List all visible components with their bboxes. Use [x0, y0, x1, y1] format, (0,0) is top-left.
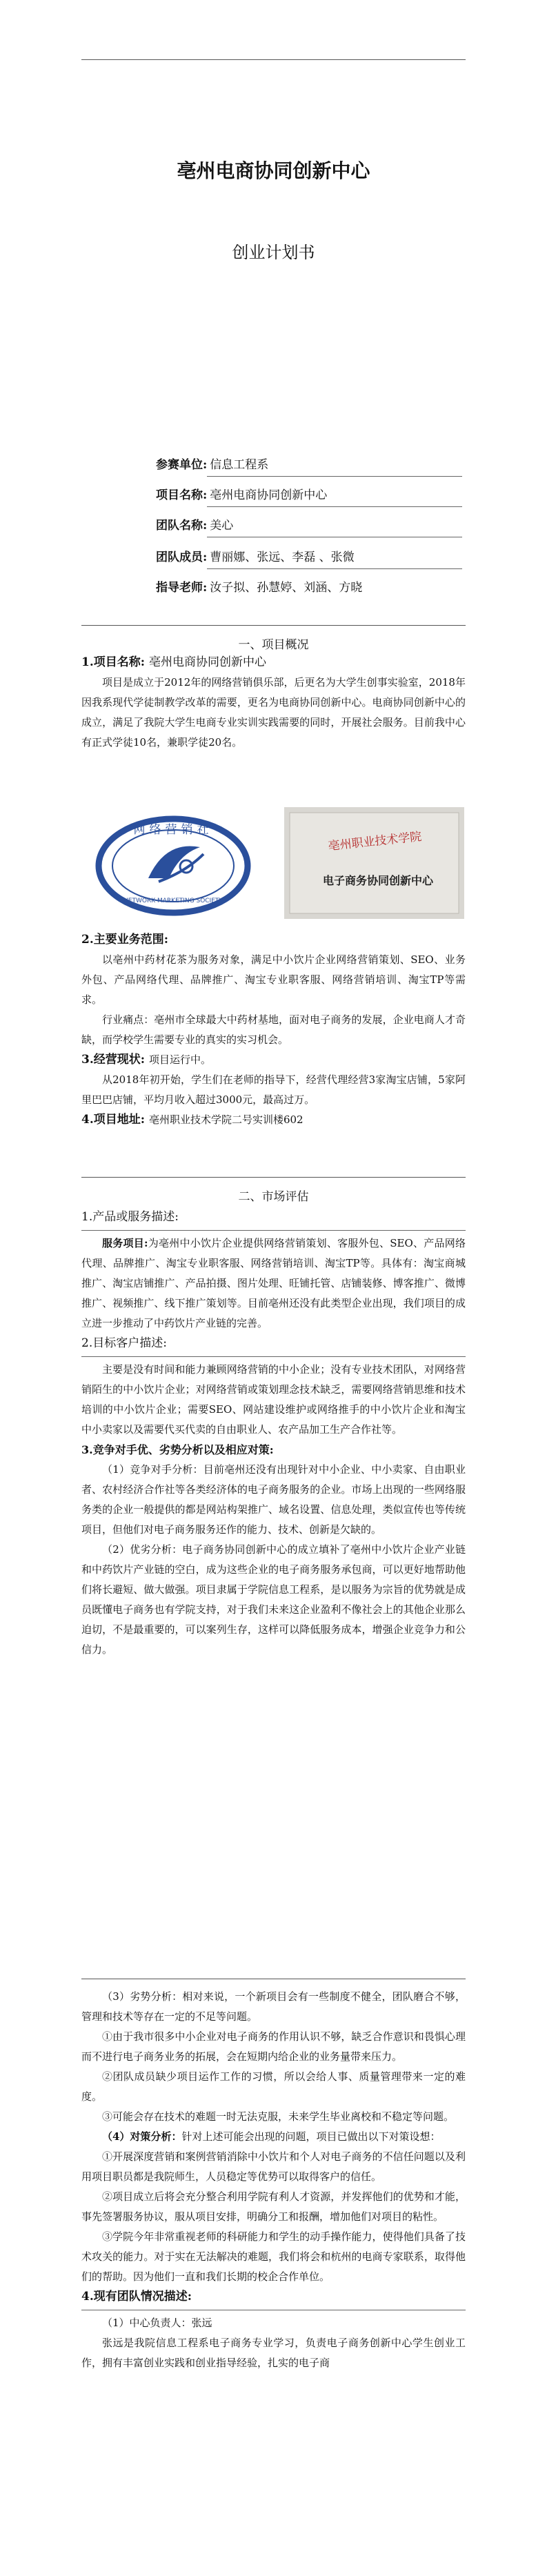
customer-heading: 2.目标客户描述:: [81, 1336, 167, 1350]
project-name-label: 1.项目名称:: [81, 655, 146, 669]
info-row-advisors: [156, 579, 362, 596]
heading-rule: [81, 1230, 466, 1231]
info-label: 参赛单位:: [156, 458, 208, 472]
logo1-en-text: NETWORK MARKETING SOCIETY: [123, 898, 223, 904]
info-underline: [207, 506, 462, 507]
info-value: 曹丽娜、张远、李磊 、张微: [210, 551, 355, 564]
strategy-label: （4）对策分析：: [102, 2130, 182, 2143]
status-value: 项目运行中。: [148, 1053, 211, 1066]
pain-point-paragraph: 行业痛点：亳州市全球最大中药材基地，面对电子商务的发展，企业电商人才奇缺，而学校学生需要专业的真实的实习机会。: [81, 1013, 466, 1046]
info-underline: [207, 568, 462, 569]
info-row-members: [156, 549, 355, 566]
address-line: [81, 1110, 466, 1130]
info-value: 美心: [210, 519, 234, 533]
product-paragraph: [81, 1233, 466, 1334]
product-body: 为亳州中小饮片企业提供网络营销策划、客服外包、SEO、产品网络代理、品牌推广、淘宝专业职客服、网络营销培训、淘宝TP等。具体有：淘宝商城推广、淘宝店铺推广、产品拍摄、图片处理、旺铺托管、店铺装修、博客推广、微博推广、视频推广、线下推广策划等。目前亳州还没有此类型企业出现，我们项目的成立进一步推动了中药饮片产业链的完善。: [81, 1237, 466, 1329]
info-row-project: [156, 487, 327, 504]
weakness-item-3: ③可能会存在技术的难题一时无法克服，未来学生毕业离校和不稳定等问题。: [102, 2110, 455, 2123]
center-plaque-photo: [284, 807, 464, 919]
logo1-cn-text: 网络营销社: [133, 823, 213, 837]
info-row-unit: [156, 457, 268, 473]
advantage-paragraph: （2）优劣分析：电子商务协同创新中心的成立填补了亳州中小饮片企业产业链和中药饮片产业链的空白，成为这些企业的电子商务服务承包商，可以更好地帮助他们将长避短、做大做强。项目隶属于学院信息工程系，是以服务为宗旨的优势就是成员既懂电子商务也有学院支持，对于我们未来这企业盈利不像社会上的其他企业那么迫切，不是最重要的，可以案列生存，这样可以降低服务成本，增强企业竞争力和公信力。: [81, 1543, 466, 1656]
heading-rule: [81, 1356, 466, 1357]
logo2-bottom-text: 电子商务协同创新中心: [322, 874, 434, 887]
info-value: 信息工程系: [210, 458, 269, 472]
section-rule: [81, 625, 466, 626]
document-subtitle: 创业计划书: [232, 243, 315, 262]
address-value: 亳州职业技术学院二号实训楼602: [148, 1113, 304, 1126]
weakness-paragraph: （3）劣势分析：相对来说，一个新项目会有一些制度不健全，团队磨合不够，管理和技术等存在一定的不足等问题。: [81, 1990, 466, 2023]
strategy-paragraph: [81, 2127, 466, 2147]
status-line: [81, 1050, 466, 1070]
project-name-line: [81, 653, 466, 673]
team-leader-paragraph: 张远是我院信息工程系电子商务专业学习，负责电子商务创新中心学生创业工作，拥有丰富创业实践和创业指导经验，扎实的电子商: [81, 2337, 466, 2369]
strategy-item-2: ②项目成立后将会充分整合利用学院有利人才资源，并发挥他们的优势和才能，事先签署服务协议，服从项目安排，明确分工和报酬，增加他们对项目的粘性。: [81, 2190, 466, 2223]
weakness-item-1: ①由于我市很多中小企业对电子商务的作用认识不够，缺乏合作意识和畏惧心理而不进行电子商务业务的拓展，会在短期内给企业的业务量带来压力。: [81, 2030, 466, 2063]
strategy-intro: 针对上述可能会出现的问题，项目已做出以下对策设想：: [181, 2130, 441, 2143]
info-row-team: [156, 517, 233, 534]
info-label: 指导老师:: [156, 581, 208, 595]
weakness-item-2: ②团队成员缺少项目运作工作的习惯，所以会给人事、质量管理带来一定的难度。: [81, 2070, 466, 2103]
customer-paragraph: 主要是没有时间和能力兼顾网络营销的中小企业；没有专业技术团队，对网络营销陌生的中小饮片企业；对网络营销或策划理念技术缺乏，需要网络营销思维和技术培训的中小饮片企业；需要SEO、网站建设维护或网络推手的中小饮片企业和淘宝中小卖家以及需要代买代卖的自由职业人、农产品加工生产合作社等。: [81, 1363, 466, 1436]
logo2-top-text: 亳州职业技术学院: [327, 829, 423, 854]
market-block: [81, 1207, 466, 1660]
business-scope-block: [81, 930, 466, 1130]
product-label: 服务项目:: [102, 1237, 148, 1249]
top-rule: [81, 59, 466, 60]
info-underline: [207, 476, 462, 477]
business-scope-paragraph: 以亳州中药材花茶为服务对象，满足中小饮片企业网络营销策划、SEO、业务外包、产品网络代理、品牌推广、淘宝专业职客服、网络营销培训、淘宝TP等需求。: [81, 953, 466, 1006]
competition-heading: 3.竞争对手优、劣势分析以及相应对策:: [81, 1443, 274, 1456]
business-scope-heading: 2.主要业务范围:: [81, 933, 169, 947]
product-heading: 1.产品或服务描述:: [81, 1210, 179, 1224]
project-intro-paragraph: 项目是成立于2012年的网络营销俱乐部，后更名为大学生创事实验室，2018年因我系现代学徒制教学改革的需要，更名为电商协同创新中心。电商协同创新中心的成立，满足了我院大学生电商专业实训实践需要的同时，开展社会服务。目前我中心有正式学徒10名，兼职学徒20名。: [81, 676, 466, 749]
info-label: 团队名称:: [156, 519, 208, 533]
team-heading: 4.现有团队情况描述:: [81, 2290, 192, 2303]
info-label: 团队成员:: [156, 551, 208, 564]
strategy-item-1: ①开展深度营销和案例营销消除中小饮片和个人对电子商务的不信任问题以及利用项目职员都是我院师生，人员稳定等优势可以取得客户的信任。: [81, 2150, 466, 2183]
strategy-item-3: ③学院今年非常重视老师的科研能力和学生的动手操作能力，使得他们具备了技术攻关的能力。对于实在无法解决的难题，我们将会和杭州的电商专家联系，取得他们的帮助。因为他们一直和我们长期的校企合作单位。: [81, 2230, 466, 2283]
section-heading-market: 二、市场评估: [238, 1190, 309, 1204]
info-label: 项目名称:: [156, 488, 208, 502]
weakness-block: [81, 1987, 466, 2373]
competitor-paragraph: （1）竞争对手分析：目前亳州还没有出现针对中小企业、中小卖家、自由职业者、农村经济合作社等各类经济体的电子商务服务的企业。市场上出现的一些网络服务类的企业一般提供的都是网站构架推广、域名设置、信息处理，类似宣传也等传统项目，但他们对电子商务服务还作的能力、技术、创新是欠缺的。: [81, 1463, 466, 1536]
section-rule: [81, 1177, 466, 1178]
project-name-value: 亳州电商协同创新中心: [148, 655, 266, 669]
section-heading-overview: 一、项目概况: [238, 638, 309, 652]
status-label: 3.经营现状:: [81, 1053, 146, 1067]
overview-block: [81, 653, 466, 753]
team-leader-heading: （1）中心负责人：张远: [102, 2317, 212, 2329]
society-logo-image: [83, 813, 263, 919]
address-label: 4.项目地址:: [81, 1113, 146, 1127]
info-value: 汝子拟、孙慧婷、刘涵、方晓: [210, 581, 363, 595]
info-value: 亳州电商协同创新中心: [210, 488, 328, 502]
status-paragraph: 从2018年初开始，学生们在老师的指导下，经营代理经营3家淘宝店铺，5家阿里巴巴店铺，平均月收入超过3000元，最高过万。: [81, 1073, 466, 1106]
document-title: 亳州电商协同创新中心: [177, 159, 370, 182]
